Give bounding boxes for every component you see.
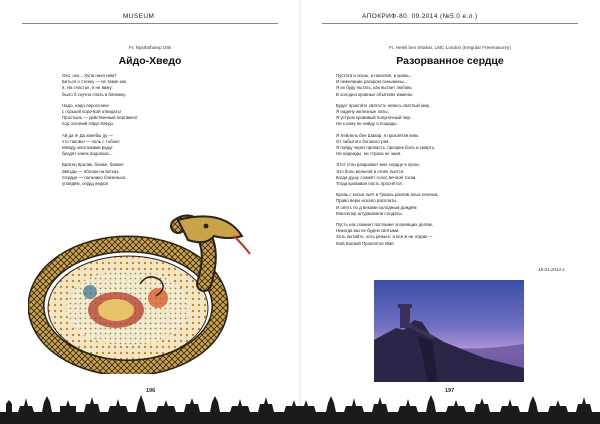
poem-line: Я надену железные латы, [336, 109, 389, 115]
poem-line: под осенний Айдо-Хведо. [62, 121, 115, 127]
poem-line: В холодно кровных объятиях измены. [336, 91, 414, 97]
poem-stanza [336, 73, 439, 98]
poem-stanza [336, 162, 439, 187]
poem-line: Звёзды — яблоки на ветках. [62, 168, 120, 174]
serpent-illustration [28, 206, 256, 374]
skyline-silhouette [0, 394, 600, 424]
poem-stanza [336, 192, 439, 217]
poem-body-left [62, 73, 138, 192]
poem-stanza [62, 103, 138, 128]
poem-line: Право веры искало расплаты. [336, 198, 398, 204]
poem-line: От забытого богового рая. [336, 138, 390, 144]
poem-body-right [336, 73, 439, 252]
poem-line: Пусть нас покинет послание злоаевщих делам, [336, 222, 433, 228]
poem-line: Хоть пытайте, хоть режьте, и всё ж не отдам — [336, 234, 433, 240]
poem-line: Я устрою кровавый полуночный пир. [336, 115, 412, 121]
poem-line: Это боль вольной в огнях льется. [336, 168, 405, 174]
poem-line: Я пойду через пропасть, презрев боль и смерть, [336, 145, 436, 151]
poem-stanza [62, 133, 138, 158]
poem-line: Ни надежды, ни страха не зная. [336, 151, 402, 157]
poem-line: Братец Кролик, ближе, ближе! [62, 162, 124, 168]
poem-line: Когда душу сожжёт голос вечной тоски, [336, 174, 417, 180]
poem-line: Между хвостиками радуг [62, 145, 113, 151]
poem-line: Будет прокляте святость невесь светлый мир, [336, 102, 431, 108]
poem-date: 18.01.2014 г. [538, 267, 566, 272]
poem-line: Пустота и огонь, и насилие, и кровь... [336, 73, 413, 78]
poem-line: Я их буду пытать, как пытает любовь [336, 85, 412, 91]
poem-stanza [62, 73, 138, 98]
poem-line: Никогда мы не будем святыми. [336, 228, 400, 234]
poem-author-left: Fr. Nyarlathotep Otis [128, 45, 172, 50]
poem-line: Монсегюр штурмовали солдаты. [336, 210, 403, 216]
poem-line: Ай да я! Да хвеёбы ду — [62, 132, 113, 138]
poem-line: было б скучно спать в блинжку. [62, 91, 127, 97]
page-number-right: 197 [445, 388, 455, 394]
poem-line: Тогда кровавая пасть проснётся. [336, 181, 403, 187]
poem-line: бродят конях водолюю... [62, 151, 113, 157]
poem-line: Этот стон разрывает мне сердце в куски, [336, 162, 420, 168]
poem-line: И опять по д веками холодным дождём [336, 204, 417, 210]
poem-stanza [336, 103, 439, 128]
poem-line: я. На счастье, я не вижу: [62, 85, 113, 91]
poem-line: Биться о стенку — не такие как [62, 79, 127, 85]
poem-title-right: Разорванное сердце [396, 55, 504, 67]
poem-stanza [336, 133, 439, 158]
header-rule-right [322, 23, 578, 24]
poem-line: Мой Боевой Проклятое Имя. [336, 240, 395, 246]
castle-photo [374, 280, 524, 382]
poem-line: что таково! — поль с тобою! [62, 138, 120, 144]
poem-line: Надо, надо пирога мне [62, 102, 109, 108]
poem-line: И нежелание раскрою сеныжены... [336, 79, 408, 85]
poem-line: Я Хейлель бен Шахар, я проклятая кипь [336, 132, 419, 138]
header-rule-left [22, 23, 278, 24]
poem-line: упоидём, сердц ведка! [62, 181, 109, 187]
running-header-right: АПОКРИФ-80. 09.2014 (№5.0 е.л.) [362, 13, 478, 20]
poem-stanza [336, 222, 439, 247]
poem-stanza [62, 162, 138, 187]
poem-line: Ни к кому не найду я пощады. [336, 121, 398, 127]
poem-title-left: Айдо-Хведо [118, 55, 182, 67]
poem-line: Сердце — пальчико близенька: [62, 174, 127, 180]
poem-line: Кровь с копья льёт в Грааль разлив алых ключом, [336, 192, 439, 198]
page-number-left: 196 [146, 388, 156, 394]
poem-line: Охо, охо... Хули нихя ним? [62, 73, 117, 78]
poem-line: Простынь — девственный пергамент [62, 115, 138, 121]
poem-author-right: Fr. Heleil ben Shahar, LMC-London (Irregular Freemasonry) [389, 45, 511, 50]
running-header-left: MUSEUM [123, 13, 155, 20]
poem-line: с горькой корочкой отведать! [62, 109, 122, 115]
